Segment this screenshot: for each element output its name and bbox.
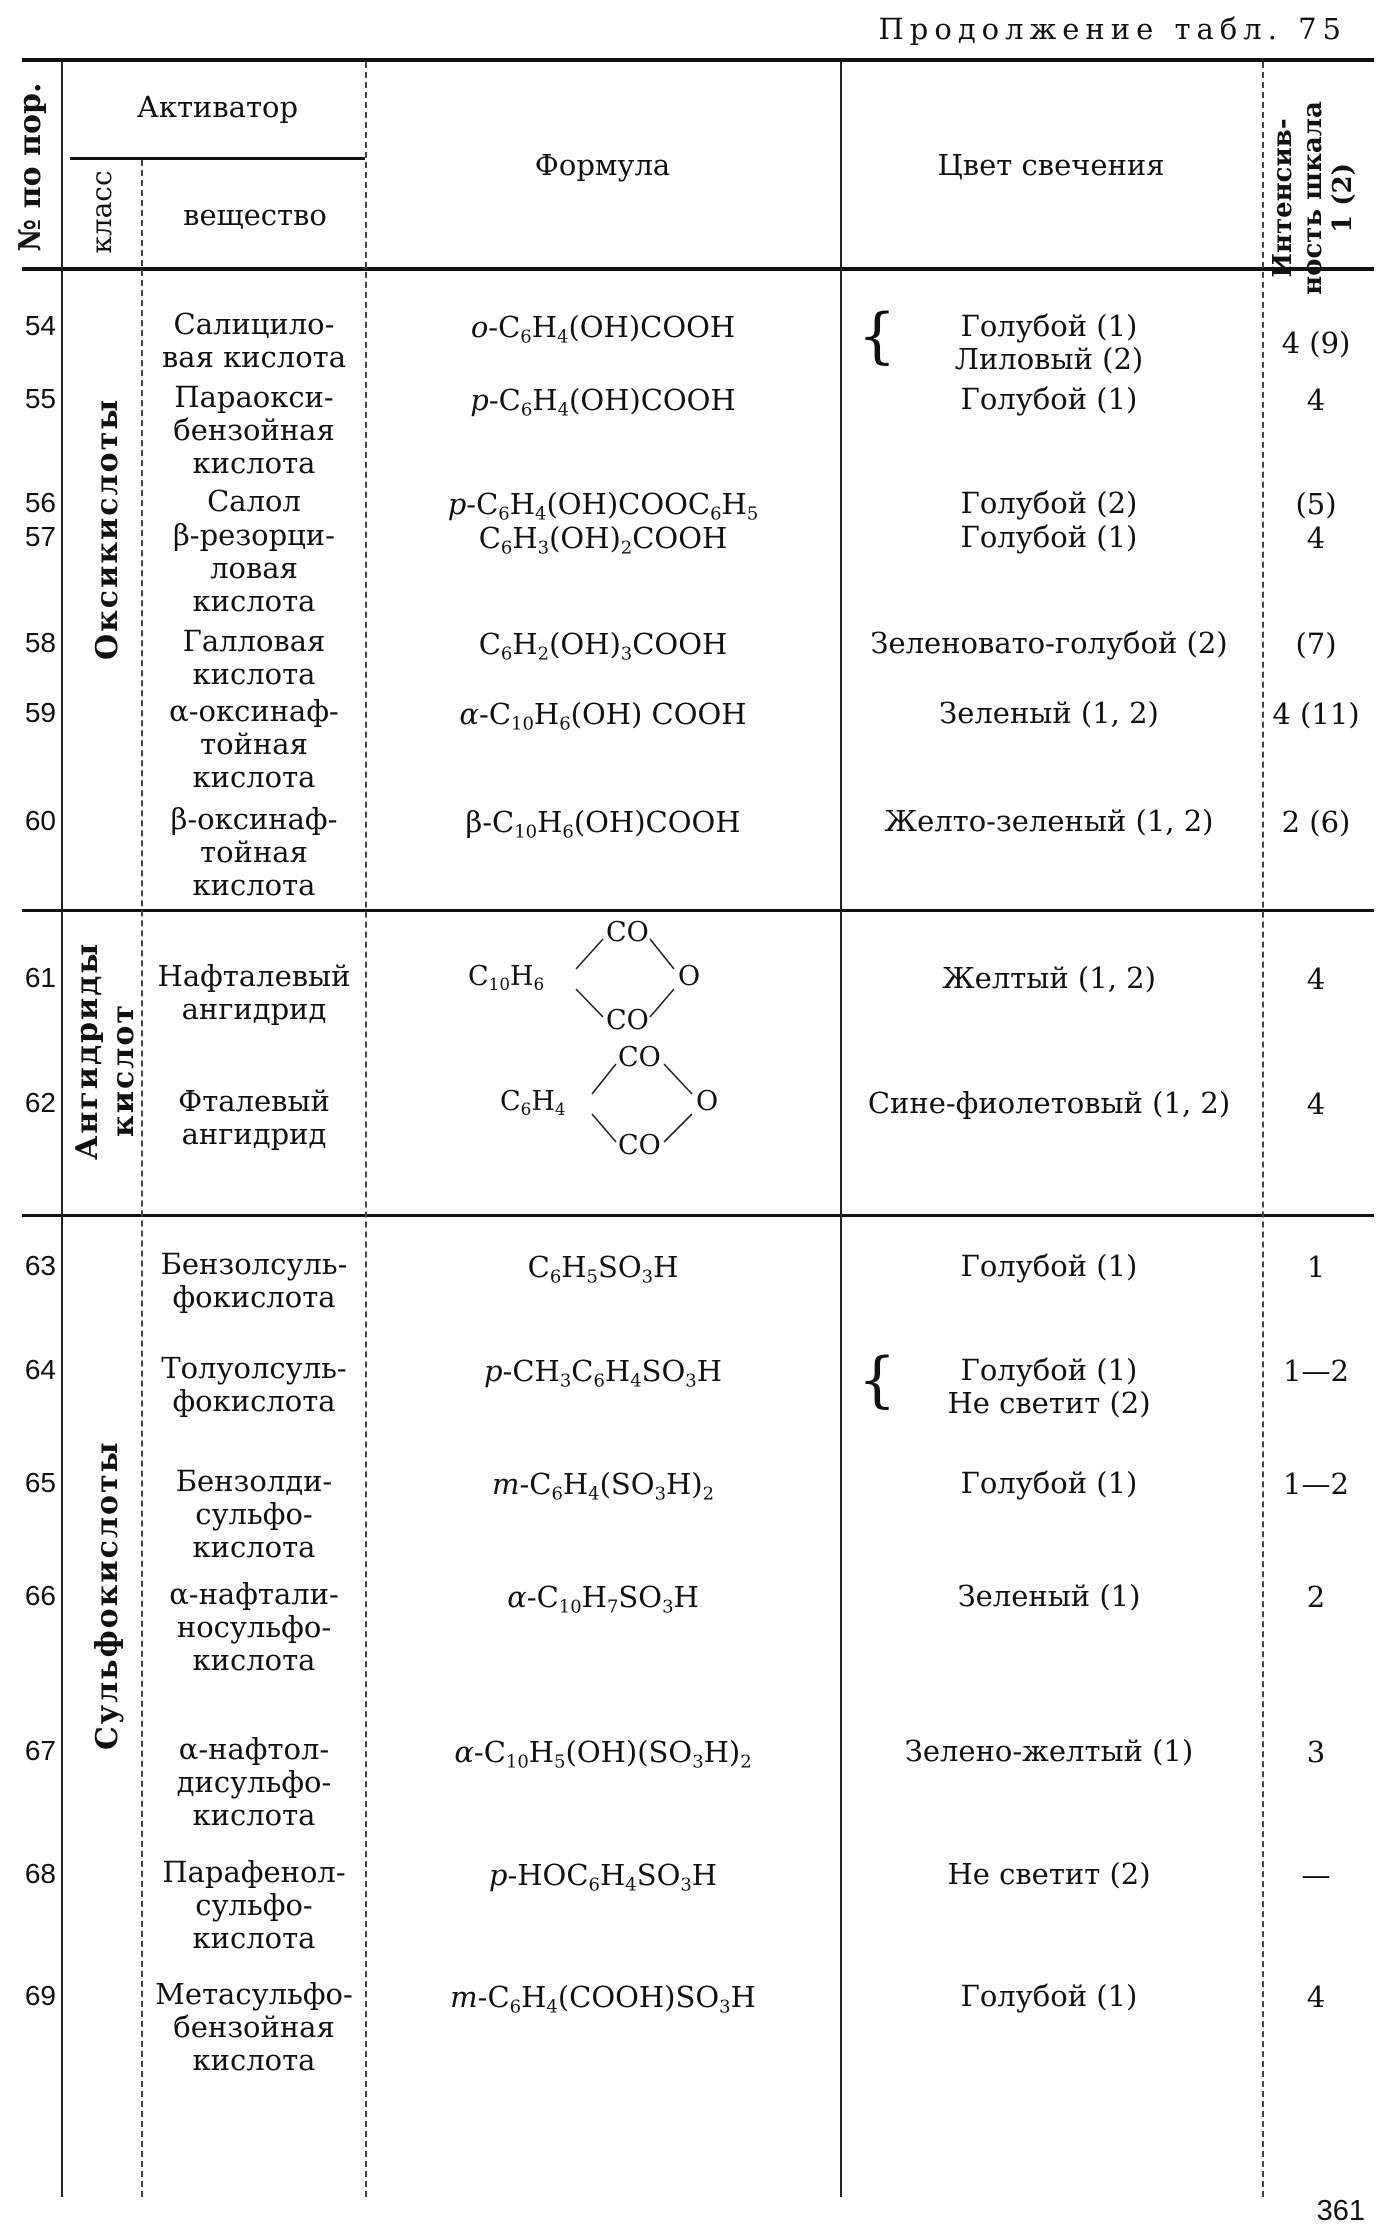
chemical-formula: $p-C_6H_4(OH)COOH$ <box>470 383 736 421</box>
anhydride-carbonyl-top: CO <box>618 1042 661 1073</box>
glow-color <box>845 487 1253 520</box>
intensity-value: 4 <box>1306 383 1326 417</box>
bond-line <box>592 1114 616 1142</box>
substance-name-line: β-оксинаф- <box>170 802 338 836</box>
substance-name-line: тойная <box>200 835 308 869</box>
glow-color <box>845 383 1253 416</box>
bond-line <box>650 989 674 1017</box>
brace-icon: { <box>858 1345 897 1415</box>
substance-name-line: Нафталевый <box>157 959 351 993</box>
substance-name-line: фокислота <box>172 1384 336 1418</box>
header-glow-color: Цвет свечения <box>937 148 1165 182</box>
bond-line <box>576 939 603 969</box>
chemical-formula: $m-C_6H_4(COOH)SO_3H$ <box>450 1980 756 2018</box>
anhydride-oxygen: O <box>696 1086 719 1117</box>
chemical-formula: $o-C_6H_4(OH)COOH$ <box>470 310 736 348</box>
intensity-value: (7) <box>1295 627 1337 661</box>
chemical-formula: $\alpha-C_{10}H_6(OH)$ COOH <box>459 697 747 735</box>
substance-name <box>148 308 360 374</box>
glow-color <box>845 1580 1253 1613</box>
row-number: 69 <box>24 1980 56 2011</box>
substance-name-line: Толуолсуль- <box>161 1351 347 1385</box>
substance-name <box>148 519 360 618</box>
header-intensity <box>1268 98 1368 298</box>
substance-name <box>148 695 360 794</box>
header-substance: вещество <box>183 198 327 232</box>
bond-line <box>664 1114 692 1142</box>
group-label-oxyacids: Оксикислоты <box>90 397 125 660</box>
row-number: 60 <box>24 805 56 836</box>
intensity-value: 3 <box>1306 1735 1326 1769</box>
column-divider <box>141 160 143 2197</box>
glow-color-line: Лиловый (2) <box>954 342 1144 376</box>
glow-color <box>845 805 1253 838</box>
substance-name-line: кислота <box>192 446 316 480</box>
substance-name-line: вая кислота <box>161 340 347 374</box>
chemical-formula: $\alpha-C_{10}H_5(OH)(SO_3H)_2$ <box>454 1735 752 1773</box>
chemical-formula: $m-C_6H_4(SO_3H)_2$ <box>491 1467 715 1505</box>
anhydride-bonds <box>500 1042 760 1172</box>
header-formula: Формула <box>534 148 671 182</box>
column-divider <box>840 62 842 2197</box>
table-top-rule <box>22 58 1374 62</box>
intensity-value: (5) <box>1295 487 1337 521</box>
substance-name-line: α-нафтали- <box>169 1577 339 1611</box>
substance-name-line: кислота <box>192 2043 316 2077</box>
substance-name <box>148 803 360 902</box>
chemical-formula: $p-CH_3C_6H_4SO_3H$ <box>483 1354 723 1392</box>
glow-color-line: Не светит (2) <box>947 1857 1151 1891</box>
group-label-sulfonic-acids: Сульфокислоты <box>90 1440 125 1750</box>
row-number: 58 <box>24 627 56 658</box>
substance-name <box>148 485 360 518</box>
substance-name-line: кислота <box>192 868 316 902</box>
substance-name <box>148 1578 360 1677</box>
intensity-value: — <box>1301 1858 1331 1892</box>
row-number: 65 <box>24 1467 56 1498</box>
substance-name-line: Метасульфо- <box>155 1977 353 2011</box>
substance-name-line: носульфо- <box>176 1610 332 1644</box>
row-number: 63 <box>24 1250 56 1281</box>
bond-line <box>664 1064 692 1094</box>
column-divider <box>365 62 367 2197</box>
intensity-value: 4 (9) <box>1281 326 1351 360</box>
row-number: 62 <box>24 1087 56 1118</box>
substance-name-line: фокислота <box>172 1280 336 1314</box>
intensity-value: 1—2 <box>1283 1467 1349 1501</box>
glow-color-line: Зелено-желтый (1) <box>904 1734 1194 1768</box>
substance-name-line: бензойная <box>173 413 335 447</box>
glow-color <box>845 1250 1253 1283</box>
glow-color <box>845 1735 1253 1768</box>
substance-name-line: ангидрид <box>181 992 327 1026</box>
header-bottom-rule <box>22 267 1374 271</box>
substance-name <box>148 1352 360 1418</box>
intensity-value: 1—2 <box>1283 1354 1349 1388</box>
substance-name-line: ангидрид <box>181 1117 327 1151</box>
intensity-value: 4 <box>1306 521 1326 555</box>
substance-name <box>148 381 360 480</box>
substance-name-line: Фталевый <box>178 1084 330 1118</box>
chemical-formula: $p-HOC_6H_4SO_3H$ <box>488 1858 718 1896</box>
group-divider-rule <box>22 1214 1374 1217</box>
anhydride-carbonyl-bottom: CO <box>618 1130 661 1161</box>
substance-name-line: ловая <box>210 551 298 585</box>
group-divider-rule <box>22 909 1374 912</box>
substance-name-line: Бензолди- <box>175 1464 333 1498</box>
glow-color-line: Голубой (1) <box>960 1466 1138 1500</box>
page-number: 361 <box>1316 2195 1365 2227</box>
substance-name-line: α-оксинаф- <box>169 694 339 728</box>
substance-name-line: Галловая <box>182 624 326 658</box>
glow-color <box>845 310 1253 376</box>
substance-name-line: кислота <box>192 1921 316 1955</box>
substance-name-line: β-резорци- <box>173 518 335 552</box>
substance-name <box>148 625 360 691</box>
bond-line <box>592 1064 616 1094</box>
chemical-formula: $\beta-C_{10}H_6(OH)COOH$ <box>465 805 741 843</box>
chemical-formula: $\alpha-C_{10}H_7SO_3H$ <box>507 1580 699 1618</box>
anhydride-carbonyl-bottom: CO <box>606 1005 649 1036</box>
substance-name <box>148 1248 360 1314</box>
glow-color <box>845 1467 1253 1500</box>
substance-name-line: кислота <box>192 657 316 691</box>
substance-name <box>148 1856 360 1955</box>
anhydride-structure <box>500 1042 760 1162</box>
anhydride-bonds <box>468 917 728 1047</box>
glow-color <box>845 1980 1253 2013</box>
header-intensity-text: Интенсив-ность шкала 1 (2) <box>1268 101 1358 295</box>
brace-icon: { <box>858 301 897 371</box>
row-number: 59 <box>24 697 56 728</box>
glow-color-line: Желтый (1, 2) <box>942 961 1156 995</box>
substance-name <box>148 1465 360 1564</box>
substance-name-line: кислота <box>192 1798 316 1832</box>
glow-color-line: Зеленый (1) <box>957 1579 1141 1613</box>
table-continuation-caption: Продолжение табл. 75 <box>878 12 1347 46</box>
intensity-value: 4 <box>1306 1980 1326 2014</box>
substance-name-line: сульфо- <box>195 1888 313 1922</box>
substance-name-line: кислота <box>192 1643 316 1677</box>
row-number: 68 <box>24 1858 56 1889</box>
substance-name <box>148 960 360 1026</box>
anhydride-oxygen: O <box>678 961 701 992</box>
glow-color <box>845 627 1253 660</box>
group-label-text: Ангидриды кислот <box>70 941 141 1160</box>
substance-name-line: α-нафтол- <box>178 1732 330 1766</box>
activator-subheader-rule <box>70 157 365 160</box>
glow-color-line: Голубой (1) <box>960 1353 1138 1387</box>
glow-color <box>845 697 1253 730</box>
header-number: № по пор. <box>13 82 48 252</box>
glow-color <box>845 962 1253 995</box>
anhydride-radical: $C_6H_4$ <box>500 1086 566 1120</box>
substance-name <box>148 1978 360 2077</box>
substance-name-line: Салицило- <box>173 307 335 341</box>
substance-name-line: кислота <box>192 760 316 794</box>
row-number: 64 <box>24 1354 56 1385</box>
row-number: 55 <box>24 383 56 414</box>
glow-color-line: Голубой (1) <box>960 520 1138 554</box>
glow-color <box>845 1087 1253 1120</box>
glow-color-line: Голубой (2) <box>960 486 1138 520</box>
glow-color-line: Сине-фиолетовый (1, 2) <box>867 1086 1231 1120</box>
column-divider <box>61 62 63 2197</box>
substance-name-line: Салол <box>207 484 301 518</box>
intensity-value: 4 (11) <box>1272 697 1360 731</box>
glow-color-line: Голубой (1) <box>960 309 1138 343</box>
substance-name-line: тойная <box>200 727 308 761</box>
intensity-value: 2 <box>1306 1580 1326 1614</box>
substance-name <box>148 1085 360 1151</box>
row-number: 57 <box>24 521 56 552</box>
row-number: 54 <box>24 310 56 341</box>
intensity-value: 4 <box>1306 962 1326 996</box>
glow-color-line: Зеленовато-голубой (2) <box>870 626 1228 660</box>
glow-color-line: Желто-зеленый (1, 2) <box>884 804 1214 838</box>
row-number: 61 <box>24 962 56 993</box>
substance-name-line: сульфо- <box>195 1497 313 1531</box>
substance-name-line: Парафенол- <box>162 1855 346 1889</box>
anhydride-radical: $C_{10}H_6$ <box>468 961 545 995</box>
chemical-formula: $C_6H_5SO_3H$ <box>527 1250 679 1288</box>
anhydride-carbonyl-top: CO <box>606 917 649 948</box>
glow-color <box>845 1858 1253 1891</box>
substance-name-line: бензойная <box>173 2010 335 2044</box>
substance-name <box>148 1733 360 1832</box>
anhydride-structure <box>468 917 728 1037</box>
glow-color-line: Голубой (1) <box>960 382 1138 416</box>
glow-color-line: Голубой (1) <box>960 1249 1138 1283</box>
intensity-value: 2 (6) <box>1281 805 1351 839</box>
chemical-formula: $C_6H_3(OH)_2COOH$ <box>478 521 728 559</box>
substance-name-line: Бензолсуль- <box>160 1247 348 1281</box>
bond-line <box>650 939 674 969</box>
header-activator: Активатор <box>136 90 299 124</box>
row-number: 56 <box>24 487 56 518</box>
chemical-formula: $C_6H_2(OH)_3COOH$ <box>478 627 728 665</box>
glow-color <box>845 521 1253 554</box>
row-number: 66 <box>24 1580 56 1611</box>
group-label-acid-anhydrides <box>70 941 150 1160</box>
glow-color-line: Зеленый (1, 2) <box>939 696 1159 730</box>
header-class: класс <box>85 170 118 254</box>
substance-name-line: Параокси- <box>174 380 334 414</box>
bond-line <box>576 989 603 1017</box>
substance-name-line: кислота <box>192 1530 316 1564</box>
glow-color <box>845 1354 1253 1420</box>
glow-color-line: Не светит (2) <box>947 1386 1151 1420</box>
substance-name-line: дисульфо- <box>176 1765 332 1799</box>
intensity-value: 1 <box>1306 1250 1326 1284</box>
chemical-formula: $p-C_6H_4(OH)COOC_6H_5$ <box>447 487 759 525</box>
substance-name-line: кислота <box>192 584 316 618</box>
glow-color-line: Голубой (1) <box>960 1979 1138 2013</box>
row-number: 67 <box>24 1735 56 1766</box>
intensity-value: 4 <box>1306 1087 1326 1121</box>
